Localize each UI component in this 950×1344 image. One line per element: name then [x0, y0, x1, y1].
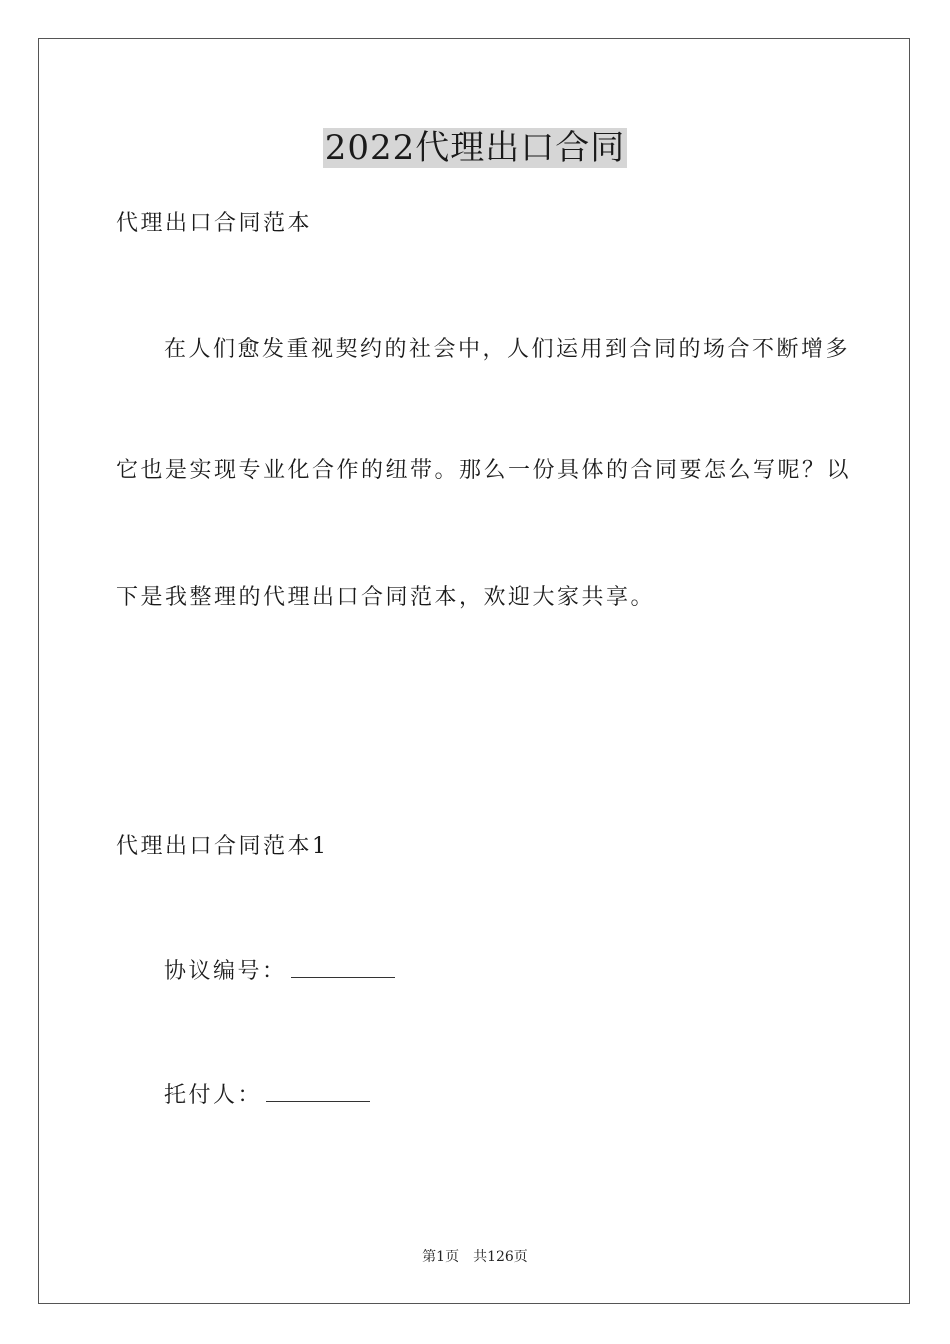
page-footer: 第1页 共126页 — [422, 1249, 528, 1265]
document-subtitle: 代理出口合同范本 — [116, 211, 313, 236]
document-title — [0, 124, 950, 172]
agreement-number-label: 协议编号： — [164, 959, 287, 984]
section-heading: 代理出口合同范本1 — [116, 834, 329, 859]
intro-paragraph-line-3: 下是我整理的代理出口合同范本，欢迎大家共享。 — [116, 585, 656, 610]
document-title-text: 2022代理出口合同 — [324, 128, 626, 168]
principal-blank — [266, 1081, 370, 1102]
principal-row — [164, 1081, 370, 1111]
agreement-number-row — [164, 957, 395, 987]
intro-paragraph-line-1: 在人们愈发重视契约的社会中，人们运用到合同的场合不断增多 — [164, 337, 851, 362]
agreement-number-blank — [291, 957, 395, 978]
intro-paragraph-line-2: 它也是实现专业化合作的纽带。那么一份具体的合同要怎么写呢？以 — [116, 458, 852, 483]
principal-label: 托付人： — [164, 1083, 263, 1108]
